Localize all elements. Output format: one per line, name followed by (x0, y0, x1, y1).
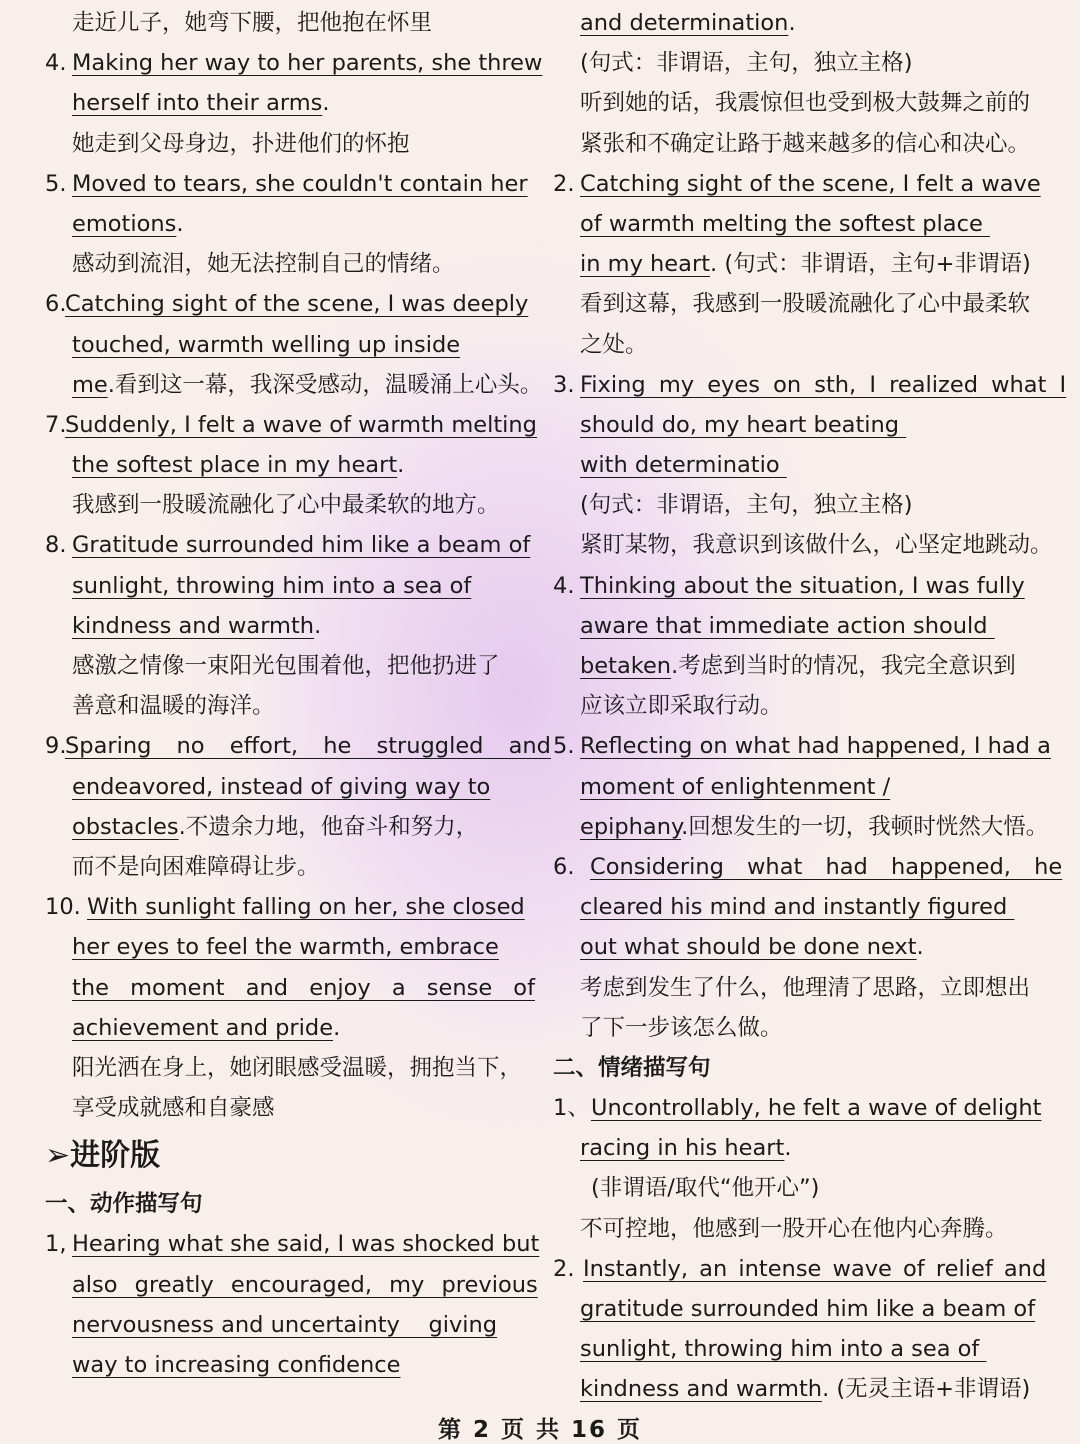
text-line: touched, warmth welling up inside (72, 331, 461, 358)
text-line: also greatly encouraged, my previous (72, 1271, 538, 1298)
translation: 她走到父母身边，扑进他们的怀抱 (72, 130, 410, 157)
list-item: 2. Instantly, an intense wave of relief and (553, 1255, 1047, 1282)
subsection-heading: 一、动作描写句 (45, 1191, 203, 1218)
list-item: 4. Making her way to her parents, she threw (45, 50, 543, 77)
text-line: achievement and pride. (72, 1014, 341, 1041)
text-line: aware that immediate action should (580, 612, 995, 639)
text-line: herself into their arms. (72, 90, 330, 117)
text-line: way to increasing confidence (72, 1352, 401, 1378)
text-line: the softest place in my heart. (72, 452, 405, 479)
text-line: gratitude surrounded him like a beam of (580, 1296, 1036, 1322)
translation: 感动到流泪，她无法控制自己的情绪。 (72, 251, 455, 278)
translation: 善意和温暖的海洋。 (72, 693, 275, 720)
list-item: 8. Gratitude surrounded him like a beam of (45, 532, 531, 559)
pattern-note: (非谓语/取代“他开心”) (591, 1175, 820, 1202)
text-line: her eyes to feel the warmth, embrace (72, 934, 499, 961)
list-item: 2. Catching sight of the scene, I felt a wave (553, 170, 1041, 197)
text-line: me.看到这一幕，我深受感动，温暖涌上心头。 (72, 371, 543, 398)
translation: 应该立即采取行动。 (580, 693, 783, 720)
translation: 考虑到发生了什么，他理清了思路，立即想出 (580, 974, 1031, 1001)
list-item: 4. Thinking about the situation, I was fully (553, 572, 1025, 599)
list-item: 1, Hearing what she said, I was shocked but (45, 1231, 540, 1258)
list-item: 6. Considering what had happened, he (553, 853, 1063, 880)
text-line: kindness and warmth. (无灵主语+非谓语) (580, 1376, 1031, 1403)
left-column (45, 3, 551, 1385)
text-line: the moment and enjoy a sense of (72, 974, 535, 1001)
list-item: 5. Reflecting on what had happened, I had a (553, 733, 1051, 760)
section-heading: ➢进阶版 (45, 1138, 161, 1174)
list-item: 10. With sunlight falling on her, she closed (45, 894, 525, 921)
translation: 而不是向困难障碍让步。 (72, 853, 320, 880)
translation: 阳光洒在身上，她闭眼感受温暖，拥抱当下， (72, 1054, 523, 1081)
text-line: epiphany.回想发生的一切，我顿时恍然大悟。 (580, 813, 1049, 840)
list-item: 6. Catching sight of the scene, I was deeply (45, 291, 529, 318)
text-line: racing in his heart. (580, 1135, 792, 1162)
text-line: obstacles.不遗余力地，他奋斗和努力， (72, 813, 479, 840)
text-line: betaken.考虑到当时的情况，我完全意识到 (580, 653, 1016, 679)
translation: 紧张和不确定让路于越来越多的信心和决心。 (580, 130, 1031, 157)
text-line: of warmth melting the softest place (580, 210, 990, 237)
translation: 不可控地，他感到一股开心在他内心奔腾。 (580, 1215, 1008, 1242)
text-line: in my heart. (句式：非谓语，主句+非谓语) (580, 251, 1031, 278)
list-item: 3. Fixing my eyes on sth, I realized what I (553, 371, 1067, 398)
translation: 了下一步该怎么做。 (580, 1014, 783, 1041)
right-column (553, 3, 1067, 1410)
text-line: cleared his mind and instantly figured (580, 894, 1015, 921)
text-line: with determinatio (580, 452, 787, 479)
page-footer: 第 2 页 共 16 页 (437, 1417, 643, 1443)
text-line: moment of enlightenment / (580, 773, 891, 800)
translation: 之处。 (580, 331, 648, 358)
list-item: 1、 Uncontrollably, he felt a wave of delight (553, 1095, 1042, 1122)
translation: 听到她的话，我震惊但也受到极大鼓舞之前的 (580, 90, 1031, 117)
text-line: 走近儿子，她弯下腰，把他抱在怀里 (72, 10, 433, 36)
text-line: nervousness and uncertainty giving (72, 1311, 498, 1338)
text-line: should do, my heart beating (580, 411, 907, 438)
translation: 我感到一股暖流融化了心中最柔软的地方。 (72, 492, 500, 519)
text-line: and determination. (580, 10, 796, 36)
translation: 感激之情像一束阳光包围着他，把他扔进了 (72, 653, 500, 679)
translation: 紧盯某物，我意识到该做什么，心坚定地跳动。 (580, 532, 1053, 559)
text-line: sunlight, throwing him into a sea of (72, 572, 472, 599)
text-line: sunlight, throwing him into a sea of (580, 1336, 987, 1363)
translation: 看到这幕，我感到一股暖流融化了心中最柔软 (580, 291, 1031, 318)
subsection-heading: 二、情绪描写句 (553, 1054, 711, 1081)
list-item: 7. Suddenly, I felt a wave of warmth melting (45, 411, 537, 438)
text-line: out what should be done next. (580, 934, 924, 961)
translation: 享受成就感和自豪感 (72, 1095, 275, 1122)
text-line: endeavored, instead of giving way to (72, 773, 491, 800)
pattern-note: (句式：非谓语，主句，独立主格) (580, 492, 913, 519)
text-line: kindness and warmth. (72, 612, 322, 639)
list-item: 9. Sparing no effort, he struggled and (45, 733, 551, 760)
pattern-note: (句式：非谓语，主句，独立主格) (580, 50, 913, 77)
list-item: 5. Moved to tears, she couldn't contain her (45, 170, 528, 197)
text-line: emotions. (72, 210, 184, 237)
